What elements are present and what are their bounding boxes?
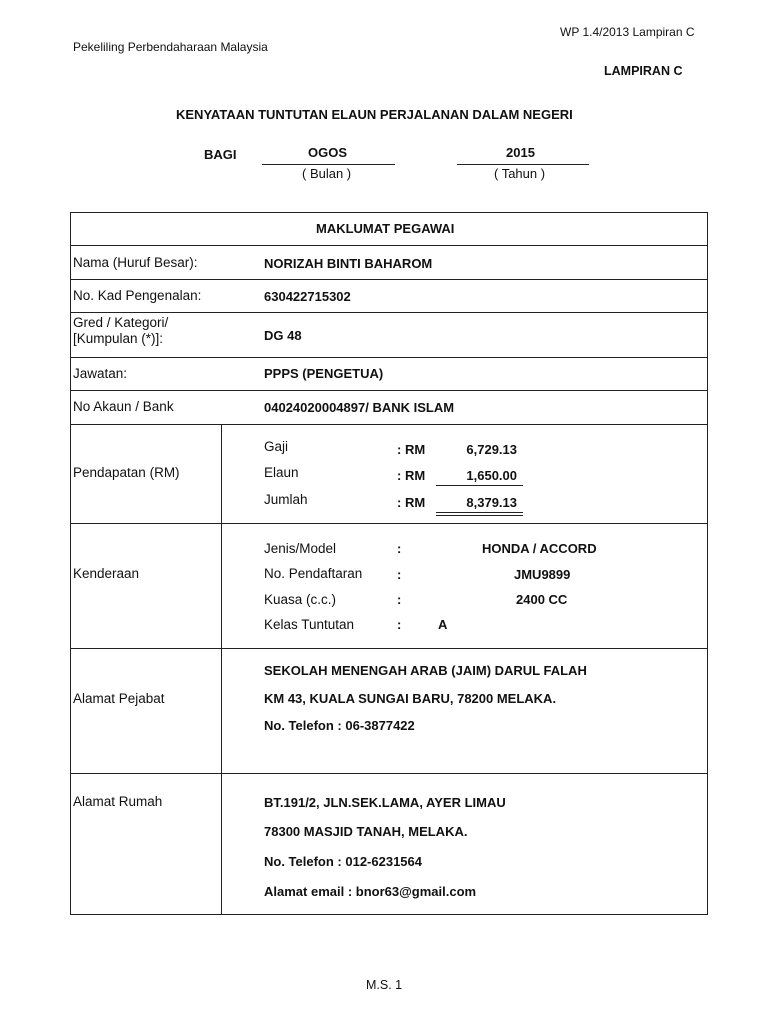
year-value: 2015 — [506, 145, 535, 160]
vehicle-item-colon: : — [397, 617, 402, 632]
vehicle-item-name: No. Pendaftaran — [264, 566, 363, 581]
column-divider — [221, 424, 222, 915]
month-underline — [262, 164, 395, 165]
vehicle-item-name: Kelas Tuntutan — [264, 617, 355, 632]
month-caption: ( Bulan ) — [302, 166, 352, 181]
vehicle-label: Kenderaan — [73, 566, 140, 581]
income-item-name: Jumlah — [264, 492, 308, 507]
row-divider — [70, 424, 708, 425]
bagi-label: BAGI — [204, 147, 237, 162]
month-value: OGOS — [308, 145, 348, 160]
year-underline — [457, 164, 589, 165]
row-divider — [70, 312, 708, 313]
ic-value: 630422715302 — [264, 289, 351, 304]
page-number: M.S. 1 — [366, 978, 403, 992]
document-reference: WP 1.4/2013 Lampiran C — [560, 25, 695, 39]
home-address-line: BT.191/2, JLN.SEK.LAMA, AYER LIMAU — [264, 795, 506, 810]
name-label: Nama (Huruf Besar): — [73, 255, 198, 270]
office-address-line: SEKOLAH MENENGAH ARAB (JAIM) DARUL FALAH — [264, 663, 587, 678]
subtotal-line — [436, 485, 523, 486]
vehicle-item-colon: : — [397, 541, 402, 556]
home-address-label: Alamat Rumah — [73, 794, 163, 809]
grade-value: DG 48 — [264, 328, 302, 343]
ic-label: No. Kad Pengenalan: — [73, 288, 202, 303]
total-double-line — [436, 515, 523, 516]
row-divider — [70, 245, 708, 246]
annex-label: LAMPIRAN C — [604, 64, 683, 78]
vehicle-item-colon: : — [397, 567, 402, 582]
position-value: PPPS (PENGETUA) — [264, 366, 384, 381]
income-label: Pendapatan (RM) — [73, 465, 180, 480]
vehicle-item-value: HONDA / ACCORD — [482, 541, 597, 556]
row-divider — [70, 773, 708, 774]
vehicle-item-value: 2400 CC — [516, 592, 568, 607]
row-divider — [70, 523, 708, 524]
bank-account-value: 04024020004897/ BANK ISLAM — [264, 400, 455, 415]
income-item-amount: 6,729.13 — [466, 442, 517, 457]
section-title: MAKLUMAT PEGAWAI — [316, 221, 455, 236]
income-item-prefix: : RM — [397, 468, 426, 483]
organization-name: Pekeliling Perbendaharaan Malaysia — [73, 40, 268, 54]
income-item-prefix: : RM — [397, 495, 426, 510]
row-divider — [70, 390, 708, 391]
row-divider — [70, 279, 708, 280]
vehicle-item-value: JMU9899 — [514, 567, 571, 582]
name-value: NORIZAH BINTI BAHAROM — [264, 256, 433, 271]
row-divider — [70, 357, 708, 358]
total-double-line — [436, 512, 523, 513]
office-address-line: KM 43, KUALA SUNGAI BARU, 78200 MELAKA. — [264, 691, 557, 706]
office-phone: No. Telefon : 06-3877422 — [264, 718, 415, 733]
row-divider — [70, 648, 708, 649]
income-item-amount: 1,650.00 — [466, 468, 517, 483]
vehicle-item-name: Jenis/Model — [264, 541, 337, 556]
vehicle-item-colon: : — [397, 592, 402, 607]
vehicle-item-value: A — [438, 617, 448, 632]
bank-account-label: No Akaun / Bank — [73, 399, 174, 414]
position-label: Jawatan: — [73, 366, 128, 381]
income-total-amount: 8,379.13 — [466, 495, 517, 510]
grade-label-line2: [Kumpulan (*)]: — [73, 331, 164, 346]
income-item-prefix: : RM — [397, 442, 426, 457]
document-title: KENYATAAN TUNTUTAN ELAUN PERJALANAN DALAM NEGERI — [176, 107, 573, 122]
home-address-line: 78300 MASJID TANAH, MELAKA. — [264, 824, 468, 839]
income-item-name: Elaun — [264, 465, 299, 480]
office-address-label: Alamat Pejabat — [73, 691, 165, 706]
vehicle-item-name: Kuasa (c.c.) — [264, 592, 337, 607]
grade-label-line1: Gred / Kategori/ — [73, 315, 169, 330]
year-caption: ( Tahun ) — [494, 166, 546, 181]
home-phone: No. Telefon : 012-6231564 — [264, 854, 422, 869]
home-email: Alamat email : bnor63@gmail.com — [264, 884, 477, 899]
income-item-name: Gaji — [264, 439, 289, 454]
